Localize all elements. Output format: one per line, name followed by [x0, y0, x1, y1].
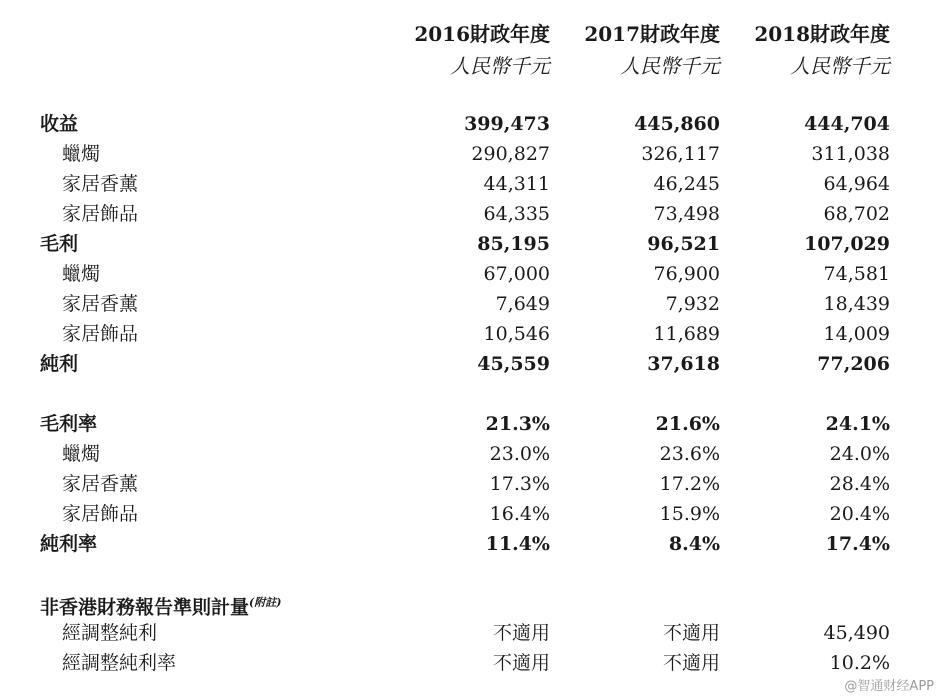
- row-label: 家居飾品: [62, 323, 139, 345]
- cell-2018: 28.4%: [829, 473, 890, 495]
- row-non-hkfrs-heading: [0, 588, 942, 618]
- col-header-2018: 2018財政年度: [754, 22, 890, 46]
- cell-2016: 85,195: [477, 233, 550, 255]
- cell-2017: 15.9%: [659, 503, 720, 525]
- section-heading-text: 非香港財務報告準則計量: [40, 596, 250, 619]
- cell-2016: 不適用: [492, 622, 550, 644]
- row-revenue-decor: [0, 199, 942, 229]
- cell-2016: 45,559: [477, 353, 550, 375]
- cell-2018: 107,029: [804, 233, 890, 255]
- row-label: 收益: [40, 113, 79, 135]
- row-gp-decor: [0, 319, 942, 349]
- cell-2016: 11.4%: [485, 533, 550, 555]
- row-revenue-fragrance: [0, 169, 942, 199]
- cell-2017: 445,860: [634, 113, 720, 135]
- row-adjusted-net-margin: [0, 648, 942, 678]
- row-gross-profit: [0, 229, 942, 259]
- watermark: @智通财经APP: [844, 679, 934, 694]
- col-header-2017: 2017財政年度: [584, 22, 720, 46]
- row-label: 毛利率: [40, 413, 98, 435]
- cell-2018: 64,964: [823, 173, 890, 195]
- cell-2018: 68,702: [823, 203, 890, 225]
- cell-2016: 16.4%: [489, 503, 550, 525]
- cell-2018: 24.0%: [829, 443, 890, 465]
- row-label: 毛利: [40, 233, 79, 255]
- cell-2017: 8.4%: [668, 533, 720, 555]
- cell-2018: 311,038: [811, 143, 890, 165]
- row-gm-fragrance: [0, 469, 942, 499]
- row-gp-candles: [0, 259, 942, 289]
- cell-2017: 73,498: [653, 203, 720, 225]
- row-label: 經調整純利: [62, 622, 158, 644]
- row-label: 經調整純利率: [62, 652, 177, 674]
- row-revenue: [0, 109, 942, 139]
- cell-2016: 10,546: [483, 323, 550, 345]
- row-gm-decor: [0, 499, 942, 529]
- row-net-margin: [0, 529, 942, 559]
- cell-2018: 17.4%: [825, 533, 890, 555]
- cell-2016: 17.3%: [489, 473, 550, 495]
- row-gm-candles: [0, 439, 942, 469]
- cell-2017: 326,117: [641, 143, 720, 165]
- cell-2018: 20.4%: [829, 503, 890, 525]
- row-gp-fragrance: [0, 289, 942, 319]
- note-marker: (附註): [249, 596, 282, 609]
- col-header-2016: 2016財政年度: [414, 22, 550, 46]
- row-label: 家居飾品: [62, 503, 139, 525]
- cell-2016: 23.0%: [489, 443, 550, 465]
- col-unit-2018: 人民幣千元: [790, 54, 890, 78]
- cell-2017: 17.2%: [659, 473, 720, 495]
- row-revenue-candles: [0, 139, 942, 169]
- cell-2018: 77,206: [817, 353, 890, 375]
- col-unit-2017: 人民幣千元: [620, 54, 720, 78]
- cell-2017: 96,521: [647, 233, 720, 255]
- cell-2017: 76,900: [653, 263, 720, 285]
- row-gross-margin: [0, 409, 942, 439]
- row-label: 蠟燭: [62, 263, 101, 285]
- row-adjusted-net-profit: [0, 618, 942, 648]
- cell-2018: 24.1%: [825, 413, 890, 435]
- cell-2017: 23.6%: [659, 443, 720, 465]
- cell-2018: 18,439: [823, 293, 890, 315]
- row-label: 家居香薰: [62, 473, 139, 495]
- row-label: 蠟燭: [62, 143, 101, 165]
- cell-2016: 67,000: [483, 263, 550, 285]
- cell-2018: 14,009: [823, 323, 890, 345]
- cell-2017: 11,689: [653, 323, 720, 345]
- cell-2016: 44,311: [483, 173, 550, 195]
- cell-2017: 不適用: [662, 652, 720, 674]
- row-net-profit: [0, 349, 942, 379]
- cell-2017: 21.6%: [655, 413, 720, 435]
- cell-2017: 46,245: [653, 173, 720, 195]
- cell-2018: 444,704: [804, 113, 890, 135]
- cell-2017: 7,932: [665, 293, 720, 315]
- row-label: 蠟燭: [62, 443, 101, 465]
- row-label: 家居香薰: [62, 173, 139, 195]
- cell-2016: 21.3%: [485, 413, 550, 435]
- cell-2018: 74,581: [823, 263, 890, 285]
- cell-2017: 37,618: [647, 353, 720, 375]
- cell-2016: 64,335: [483, 203, 550, 225]
- cell-2017: 不適用: [662, 622, 720, 644]
- row-label: 家居香薰: [62, 293, 139, 315]
- row-label: 純利率: [40, 533, 98, 555]
- cell-2016: 399,473: [464, 113, 550, 135]
- row-label: 純利: [40, 353, 79, 375]
- cell-2016: 290,827: [471, 143, 550, 165]
- cell-2016: 不適用: [492, 652, 550, 674]
- cell-2018: 45,490: [823, 622, 890, 644]
- col-unit-2016: 人民幣千元: [450, 54, 550, 78]
- row-label: 家居飾品: [62, 203, 139, 225]
- cell-2018: 10.2%: [829, 652, 890, 674]
- cell-2016: 7,649: [495, 293, 550, 315]
